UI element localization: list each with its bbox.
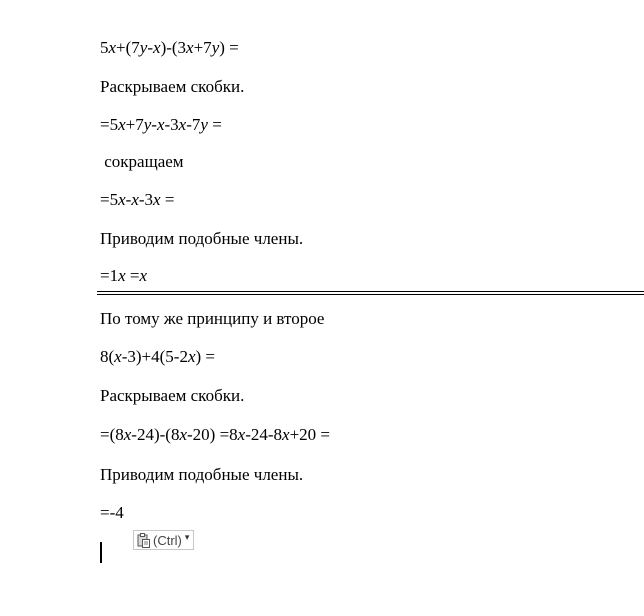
text-segment: -: [151, 115, 157, 134]
variable: x: [187, 347, 196, 366]
step-cancel: сокращаем: [100, 152, 184, 171]
variable: x: [118, 115, 126, 134]
clipboard-icon: [137, 533, 151, 548]
text-segment: =: [125, 266, 140, 285]
text-segment: -24-8: [245, 425, 283, 444]
variable: y: [143, 115, 152, 134]
step-combine-like-terms-1: Приводим подобные члены.: [100, 229, 304, 248]
variable: x: [282, 425, 290, 444]
triangle-down-icon: ▾: [184, 531, 190, 542]
text-segment: -: [147, 38, 154, 57]
text-segment: =1: [100, 266, 119, 285]
text-segment: -24)-(8: [131, 425, 180, 444]
text-segment: +(7: [116, 38, 140, 57]
text-segment: =5: [100, 115, 119, 134]
text-segment: =5: [100, 190, 119, 209]
expression-1: [100, 38, 239, 58]
variable: x: [108, 38, 117, 57]
variable: x: [179, 425, 187, 444]
variable: x: [178, 115, 187, 134]
variable: x: [156, 115, 165, 134]
text-segment: -3)+4(5-2: [121, 347, 188, 366]
text-segment: +7: [125, 115, 144, 134]
double-line-divider: [97, 291, 644, 295]
section-intro: По тому же принципу и второе: [100, 309, 325, 328]
variable: x: [123, 425, 132, 444]
expression-5: [100, 425, 330, 445]
variable: x: [139, 266, 148, 285]
step-open-brackets-1: Раскрываем скобки.: [100, 77, 245, 96]
variable: x: [114, 347, 122, 366]
text-segment: ) =: [219, 38, 239, 57]
step-open-brackets-2: Раскрываем скобки.: [100, 386, 245, 405]
text-segment: =(8: [100, 425, 124, 444]
text-segment: )-(3: [160, 38, 187, 57]
variable: x: [186, 38, 194, 57]
result-2: =-4: [100, 503, 124, 522]
text-segment: +20 =: [289, 425, 331, 444]
variable: x: [153, 38, 161, 57]
text-segment: -7: [186, 115, 201, 134]
text-segment: -20) =8: [187, 425, 238, 444]
text-segment: =: [160, 190, 175, 209]
variable: y: [200, 115, 208, 134]
step-combine-like-terms-2: Приводим подобные члены.: [100, 465, 304, 484]
text-segment: -3: [164, 115, 179, 134]
text-segment: 8(: [100, 347, 115, 366]
expression-4: [100, 347, 215, 367]
text-segment: ) =: [195, 347, 215, 366]
result-1: [100, 266, 147, 286]
expression-3: [100, 190, 174, 210]
variable: x: [237, 425, 246, 444]
text-segment: =: [207, 115, 222, 134]
text-segment: +7: [193, 38, 212, 57]
text-segment: -: [125, 190, 132, 209]
variable: x: [118, 190, 126, 209]
paste-options-label: (Ctrl): [153, 532, 182, 548]
text-segment: 5: [100, 38, 109, 57]
text-cursor: [100, 542, 102, 563]
variable: y: [211, 38, 220, 57]
variable: x: [131, 190, 139, 209]
variable: x: [153, 190, 161, 209]
paste-options-button[interactable]: [133, 530, 194, 550]
expression-2: [100, 115, 222, 135]
variable: y: [139, 38, 148, 57]
variable: x: [118, 266, 126, 285]
text-segment: -3: [138, 190, 154, 209]
